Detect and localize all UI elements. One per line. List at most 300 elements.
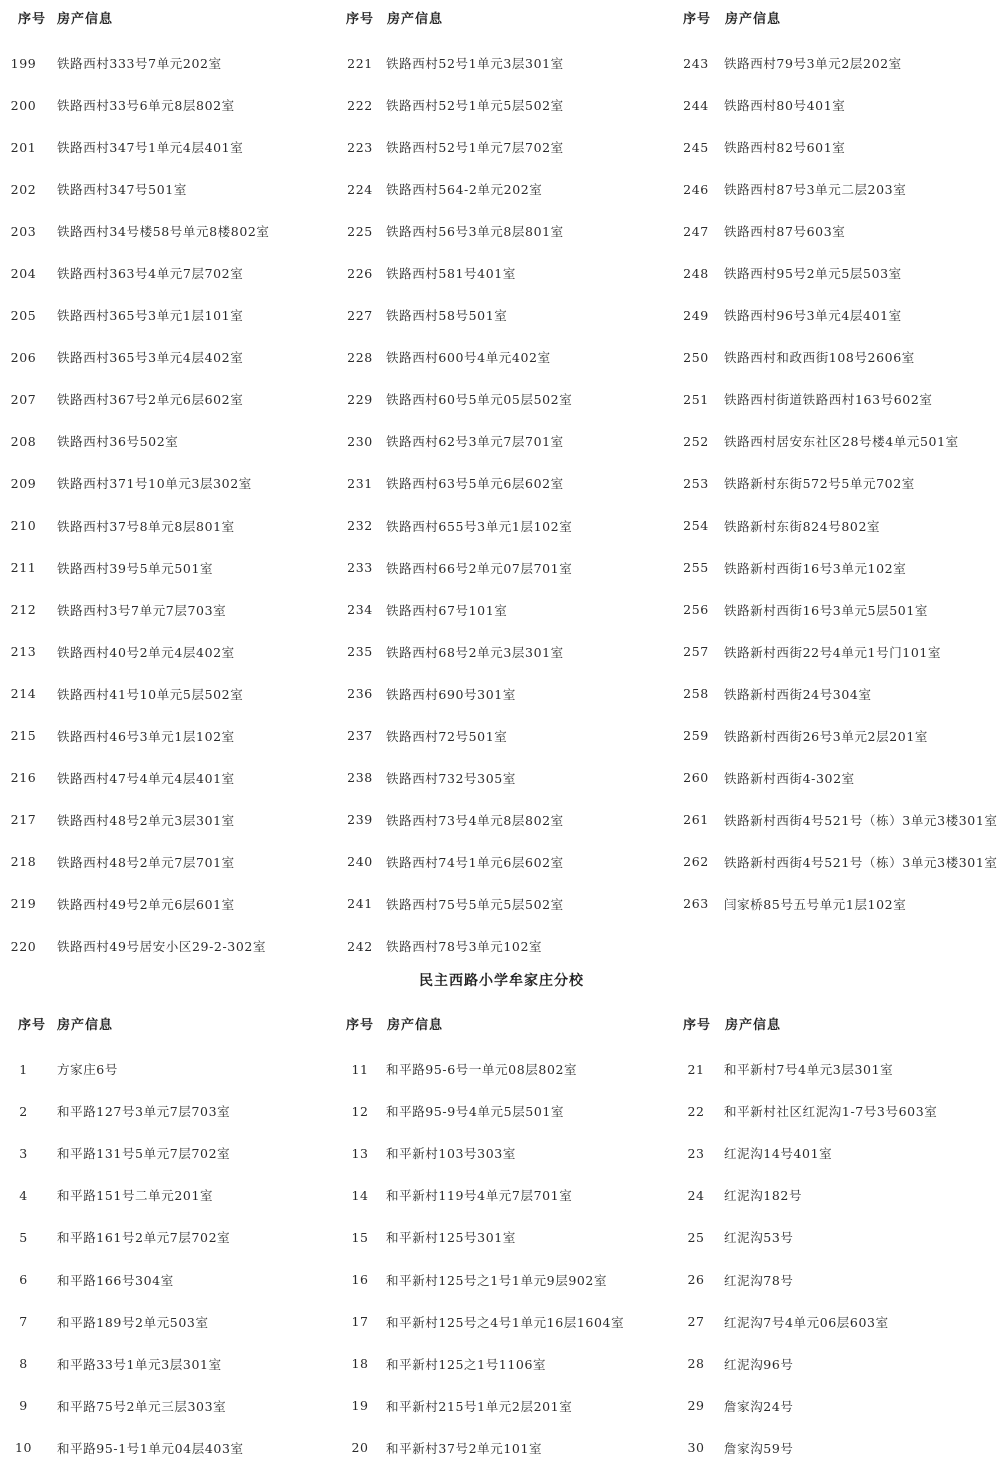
header-info: 房产信息	[387, 11, 444, 27]
table-row	[330, 1301, 670, 1343]
table-rows	[330, 42, 670, 967]
row-seq: 251	[683, 391, 709, 407]
table-column-3	[668, 0, 1003, 925]
row-seq: 223	[347, 139, 373, 155]
table-row	[668, 757, 1003, 799]
row-info: 铁路西村49号居安小区29-2-302室	[57, 939, 267, 954]
row-info: 和平路161号2单元7层702室	[57, 1230, 231, 1246]
table-row	[330, 883, 670, 925]
row-seq: 217	[10, 812, 37, 828]
table-row	[330, 925, 670, 967]
row-info: 和平路95-9号4单元5层501室	[386, 1104, 565, 1120]
row-info: 和平路75号2单元三层303室	[57, 1398, 227, 1414]
table-row	[330, 1216, 670, 1258]
row-info: 铁路西村347号501室	[57, 182, 187, 198]
row-seq: 12	[351, 1103, 369, 1119]
row-seq: 7	[19, 1314, 28, 1330]
row-seq: 221	[347, 55, 373, 71]
row-info: 和平新村125号之4号1单元16层1604室	[386, 1314, 625, 1330]
row-info: 和平新村119号4单元7层701室	[386, 1188, 573, 1204]
row-seq: 20	[351, 1440, 369, 1456]
table-row	[668, 547, 1003, 589]
table-row	[330, 294, 670, 336]
row-info: 红泥沟96号	[724, 1356, 794, 1372]
table-row	[668, 883, 1003, 925]
row-info: 铁路西村87号3单元二层203室	[724, 182, 907, 198]
row-seq: 204	[10, 265, 37, 281]
row-seq: 23	[687, 1145, 705, 1161]
row-info: 铁路西村34号楼58号单元8楼802室	[57, 224, 270, 240]
row-info: 铁路新村东街824号802室	[724, 518, 881, 534]
row-info: 铁路西村36号502室	[57, 434, 179, 450]
row-seq: 259	[683, 728, 709, 744]
table-row	[0, 1132, 330, 1174]
table-row	[668, 84, 1003, 126]
table-row	[668, 799, 1003, 841]
row-seq: 19	[351, 1398, 369, 1414]
table-row	[0, 631, 330, 673]
row-info: 铁路西村79号3单元2层202室	[724, 56, 902, 72]
table-row	[0, 294, 330, 336]
row-info: 铁路西村62号3单元7层701室	[386, 434, 564, 450]
row-info: 铁路西村41号10单元5层502室	[57, 686, 244, 702]
row-seq: 210	[10, 518, 37, 534]
row-info: 和平新村125号之1号1单元9层902室	[386, 1272, 608, 1288]
table-header	[668, 1006, 1003, 1040]
row-info: 铁路西村75号5单元5层502室	[386, 896, 564, 912]
row-seq: 224	[347, 181, 373, 197]
row-info: 铁路西村82号601室	[724, 140, 846, 156]
row-info: 和平路95-1号1单元04层403室	[57, 1440, 244, 1456]
row-seq: 209	[10, 475, 37, 491]
row-info: 铁路西村72号501室	[386, 728, 508, 744]
row-seq: 22	[687, 1103, 705, 1119]
row-info: 铁路新村西街4号521号（栋）3单元3楼301室	[724, 812, 998, 828]
row-seq: 246	[683, 181, 709, 197]
row-info: 和平新村125号301室	[386, 1230, 516, 1246]
row-seq: 219	[10, 896, 37, 912]
table-row	[330, 1343, 670, 1385]
row-info: 铁路西村52号1单元5层502室	[386, 98, 564, 114]
table-row	[330, 378, 670, 420]
row-info: 和平路33号1单元3层301室	[57, 1356, 222, 1372]
table-row	[330, 462, 670, 504]
row-info: 铁路西村95号2单元5层503室	[724, 266, 902, 282]
header-seq: 序号	[346, 11, 375, 27]
row-seq: 242	[347, 938, 373, 954]
row-seq: 201	[10, 139, 37, 155]
table-row	[668, 462, 1003, 504]
row-seq: 238	[347, 770, 373, 786]
row-info: 铁路西村37号8单元8层801室	[57, 518, 235, 534]
row-info: 铁路西村365号3单元1层101室	[57, 308, 244, 324]
table-row	[668, 715, 1003, 757]
header-seq: 序号	[683, 11, 712, 27]
table-row	[0, 841, 330, 883]
table-row	[0, 1427, 330, 1469]
row-seq: 21	[687, 1061, 705, 1077]
row-info: 和平新村社区红泥沟1-7号3号603室	[724, 1104, 938, 1120]
row-info: 和平新村37号2单元101室	[386, 1440, 543, 1456]
row-seq: 6	[19, 1272, 28, 1288]
table-row	[330, 210, 670, 252]
table-column-2	[330, 1006, 670, 1469]
row-info: 铁路西村96号3单元4层401室	[724, 308, 902, 324]
row-seq: 218	[10, 854, 37, 870]
row-seq: 206	[10, 349, 37, 365]
table-row	[0, 378, 330, 420]
row-seq: 203	[10, 223, 37, 239]
table-header	[330, 0, 670, 34]
table-row	[330, 547, 670, 589]
row-seq: 214	[10, 686, 37, 702]
row-info: 詹家沟59号	[724, 1440, 794, 1456]
table-row	[668, 168, 1003, 210]
header-info: 房产信息	[57, 1017, 114, 1033]
row-info: 铁路西村49号2单元6层601室	[57, 896, 235, 912]
row-seq: 256	[683, 602, 709, 618]
table-row	[330, 336, 670, 378]
row-seq: 253	[683, 475, 709, 491]
table-row	[330, 799, 670, 841]
table-row	[668, 126, 1003, 168]
table-header	[330, 1006, 670, 1040]
table-row	[668, 1216, 1003, 1258]
table-row	[0, 1048, 330, 1090]
row-seq: 240	[347, 854, 373, 870]
row-info: 铁路新村西街4号521号（栋）3单元3楼301室	[724, 854, 998, 870]
row-seq: 212	[10, 602, 37, 618]
row-info: 铁路西村365号3单元4层402室	[57, 350, 244, 366]
row-seq: 25	[687, 1229, 705, 1245]
row-seq: 220	[10, 938, 37, 954]
row-seq: 11	[351, 1061, 369, 1077]
row-seq: 199	[10, 55, 37, 71]
table-rows	[0, 1048, 330, 1469]
row-info: 和平路189号2单元503室	[57, 1314, 209, 1330]
row-info: 和平路131号5单元7层702室	[57, 1146, 231, 1162]
row-seq: 227	[347, 307, 373, 323]
row-info: 铁路西村74号1单元6层602室	[386, 854, 564, 870]
row-info: 和平新村125之1号1106室	[386, 1356, 547, 1372]
row-seq: 232	[347, 518, 373, 534]
row-seq: 262	[683, 854, 709, 870]
row-seq: 29	[687, 1398, 705, 1414]
row-info: 和平路127号3单元7层703室	[57, 1104, 231, 1120]
header-seq: 序号	[346, 1017, 375, 1033]
row-info: 铁路西村67号101室	[386, 602, 508, 618]
table-row	[330, 715, 670, 757]
table-row	[0, 673, 330, 715]
row-seq: 16	[351, 1272, 369, 1288]
row-info: 方家庄6号	[57, 1062, 118, 1078]
table-row	[0, 505, 330, 547]
row-seq: 5	[19, 1229, 28, 1245]
row-info: 铁路西村655号3单元1层102室	[386, 518, 573, 534]
table-row	[668, 589, 1003, 631]
table-row	[0, 252, 330, 294]
table-row	[330, 1385, 670, 1427]
row-info: 詹家沟24号	[724, 1398, 794, 1414]
row-seq: 24	[687, 1187, 705, 1203]
row-info: 铁路西村63号5单元6层602室	[386, 476, 564, 492]
row-seq: 17	[351, 1314, 369, 1330]
row-seq: 254	[683, 518, 709, 534]
row-seq: 28	[687, 1356, 705, 1372]
row-seq: 234	[347, 602, 373, 618]
table-row	[0, 336, 330, 378]
row-info: 铁路西村和政西街108号2606室	[724, 350, 915, 366]
table-row	[668, 1301, 1003, 1343]
table-column-3	[668, 1006, 1003, 1469]
table-row	[668, 294, 1003, 336]
table-row	[0, 168, 330, 210]
row-info: 铁路西村47号4单元4层401室	[57, 770, 235, 786]
row-seq: 222	[347, 97, 373, 113]
table-rows	[330, 1048, 670, 1469]
table-row	[0, 126, 330, 168]
table-row	[668, 336, 1003, 378]
table-row	[330, 757, 670, 799]
row-info: 铁路西村街道铁路西村163号602室	[724, 392, 933, 408]
row-seq: 257	[683, 644, 709, 660]
table-row	[0, 589, 330, 631]
row-seq: 27	[687, 1314, 705, 1330]
table-row	[330, 589, 670, 631]
row-seq: 13	[351, 1145, 369, 1161]
row-seq: 213	[10, 644, 37, 660]
row-seq: 255	[683, 560, 709, 576]
table-row	[668, 1132, 1003, 1174]
row-seq: 207	[10, 391, 37, 407]
table-row	[0, 1090, 330, 1132]
row-info: 铁路西村40号2单元4层402室	[57, 644, 235, 660]
row-seq: 237	[347, 728, 373, 744]
table-header	[0, 0, 330, 34]
row-seq: 261	[683, 812, 709, 828]
row-seq: 263	[683, 896, 709, 912]
header-info: 房产信息	[725, 1017, 782, 1033]
table-row	[330, 1427, 670, 1469]
row-info: 铁路西村600号4单元402室	[386, 350, 551, 366]
table-row	[668, 378, 1003, 420]
row-seq: 225	[347, 223, 373, 239]
row-seq: 2	[19, 1103, 28, 1119]
row-seq: 26	[687, 1272, 705, 1288]
row-info: 铁路西村367号2单元6层602室	[57, 392, 244, 408]
table-row	[330, 631, 670, 673]
table-column-1	[0, 0, 330, 967]
table-row	[0, 462, 330, 504]
table-row	[0, 1385, 330, 1427]
row-seq: 231	[347, 475, 373, 491]
row-info: 铁路新村西街22号4单元1号门101室	[724, 644, 942, 660]
table-row	[668, 1174, 1003, 1216]
row-seq: 230	[347, 433, 373, 449]
table-row	[330, 420, 670, 462]
table-header	[668, 0, 1003, 34]
row-info: 铁路西村581号401室	[386, 266, 516, 282]
row-seq: 229	[347, 391, 373, 407]
header-seq: 序号	[683, 1017, 712, 1033]
table-row	[330, 505, 670, 547]
row-info: 铁路西村48号2单元7层701室	[57, 854, 235, 870]
row-info: 红泥沟78号	[724, 1272, 794, 1288]
row-info: 和平新村103号303室	[386, 1146, 516, 1162]
table-row	[0, 1174, 330, 1216]
row-seq: 228	[347, 349, 373, 365]
row-info: 铁路新村西街24号304室	[724, 686, 872, 702]
row-info: 铁路西村690号301室	[386, 686, 516, 702]
table-row	[668, 1258, 1003, 1300]
row-info: 铁路西村347号1单元4层401室	[57, 140, 244, 156]
row-info: 铁路西村333号7单元202室	[57, 56, 222, 72]
row-seq: 216	[10, 770, 37, 786]
table-row	[0, 547, 330, 589]
table-row	[330, 1174, 670, 1216]
row-seq: 3	[19, 1145, 28, 1161]
row-info: 铁路西村52号1单元3层301室	[386, 56, 564, 72]
row-seq: 10	[14, 1440, 33, 1456]
row-info: 铁路西村732号305室	[386, 770, 516, 786]
table-row	[668, 1343, 1003, 1385]
table-row	[0, 210, 330, 252]
table-row	[330, 252, 670, 294]
row-seq: 8	[19, 1356, 28, 1372]
row-seq: 258	[683, 686, 709, 702]
table-row	[668, 42, 1003, 84]
table-row	[668, 1048, 1003, 1090]
row-info: 红泥沟53号	[724, 1230, 794, 1246]
row-info: 铁路新村西街26号3单元2层201室	[724, 728, 928, 744]
row-seq: 236	[347, 686, 373, 702]
row-info: 和平路95-6号一单元08层802室	[386, 1062, 578, 1078]
row-info: 红泥沟7号4单元06层603室	[724, 1314, 889, 1330]
row-seq: 243	[683, 55, 709, 71]
table-row	[330, 126, 670, 168]
row-seq: 14	[351, 1187, 369, 1203]
header-info: 房产信息	[57, 11, 114, 27]
table-row	[330, 1090, 670, 1132]
row-seq: 248	[683, 265, 709, 281]
table-rows	[668, 1048, 1003, 1469]
row-seq: 202	[10, 181, 37, 197]
row-info: 铁路西村3号7单元7层703室	[57, 602, 227, 618]
row-info: 铁路西村80号401室	[724, 98, 846, 114]
row-seq: 245	[683, 139, 709, 155]
row-seq: 4	[19, 1187, 28, 1203]
row-seq: 241	[347, 896, 373, 912]
row-info: 铁路西村52号1单元7层702室	[386, 140, 564, 156]
row-seq: 247	[683, 223, 709, 239]
row-info: 铁路西村87号603室	[724, 224, 846, 240]
table-row	[668, 210, 1003, 252]
row-seq: 18	[351, 1356, 369, 1372]
table-row	[0, 1301, 330, 1343]
table-row	[0, 1343, 330, 1385]
table-row	[668, 841, 1003, 883]
row-info: 铁路西村39号5单元501室	[57, 560, 214, 576]
table-row	[668, 673, 1003, 715]
row-info: 铁路西村78号3单元102室	[386, 939, 543, 954]
row-seq: 208	[10, 433, 37, 449]
table-row	[0, 715, 330, 757]
table-row	[0, 925, 330, 967]
table-row	[668, 505, 1003, 547]
table-row	[668, 1385, 1003, 1427]
row-info: 铁路西村58号501室	[386, 308, 508, 324]
row-info: 和平新村215号1单元2层201室	[386, 1398, 573, 1414]
table-row	[330, 84, 670, 126]
table-row	[0, 1258, 330, 1300]
row-seq: 9	[19, 1398, 28, 1414]
row-info: 铁路西村371号10单元3层302室	[57, 476, 252, 492]
row-seq: 260	[683, 770, 709, 786]
table-row	[330, 1132, 670, 1174]
row-info: 铁路新村东街572号5单元702室	[724, 476, 915, 492]
row-info: 铁路西村73号4单元8层802室	[386, 812, 564, 828]
row-info: 和平路151号二单元201室	[57, 1188, 214, 1204]
row-seq: 211	[10, 560, 37, 576]
row-info: 铁路西村66号2单元07层701室	[386, 560, 573, 576]
row-info: 铁路西村居安东社区28号楼4单元501室	[724, 434, 959, 450]
row-info: 铁路西村56号3单元8层801室	[386, 224, 564, 240]
row-info: 铁路新村西街16号3单元102室	[724, 560, 907, 576]
table-row	[0, 84, 330, 126]
row-info: 铁路西村363号4单元7层702室	[57, 266, 244, 282]
row-info: 铁路西村68号2单元3层301室	[386, 644, 564, 660]
table-row	[0, 883, 330, 925]
row-seq: 226	[347, 265, 373, 281]
row-info: 铁路西村60号5单元05层502室	[386, 392, 573, 408]
table-row	[0, 42, 330, 84]
header-seq: 序号	[18, 1017, 47, 1033]
row-info: 闫家桥85号五号单元1层102室	[724, 896, 907, 912]
table-row	[330, 1048, 670, 1090]
row-info: 和平新村7号4单元3层301室	[724, 1062, 894, 1078]
header-seq: 序号	[18, 11, 47, 27]
table-row	[668, 1427, 1003, 1469]
row-seq: 235	[347, 644, 373, 660]
row-seq: 250	[683, 349, 709, 365]
school-title: 民主西路小学牟家庄分校	[419, 973, 584, 989]
table-row	[330, 1258, 670, 1300]
table-row	[668, 252, 1003, 294]
row-seq: 249	[683, 307, 709, 323]
table-row	[0, 799, 330, 841]
table-row	[668, 1090, 1003, 1132]
row-seq: 1	[19, 1061, 28, 1077]
table-row	[330, 841, 670, 883]
row-info: 铁路新村西街4-302室	[724, 770, 855, 786]
row-seq: 252	[683, 433, 709, 449]
table-rows	[668, 42, 1003, 925]
header-info: 房产信息	[387, 1017, 444, 1033]
row-seq: 239	[347, 812, 373, 828]
table-header	[0, 1006, 330, 1040]
row-info: 铁路西村33号6单元8层802室	[57, 98, 235, 114]
row-seq: 215	[10, 728, 37, 744]
table-column-1	[0, 1006, 330, 1469]
row-info: 铁路西村564-2单元202室	[386, 182, 543, 198]
header-info: 房产信息	[725, 11, 782, 27]
row-seq: 15	[351, 1229, 369, 1245]
row-seq: 200	[10, 97, 37, 113]
table-row	[330, 168, 670, 210]
row-info: 红泥沟182号	[724, 1188, 803, 1204]
row-info: 铁路新村西街16号3单元5层501室	[724, 602, 928, 618]
table-row	[330, 42, 670, 84]
